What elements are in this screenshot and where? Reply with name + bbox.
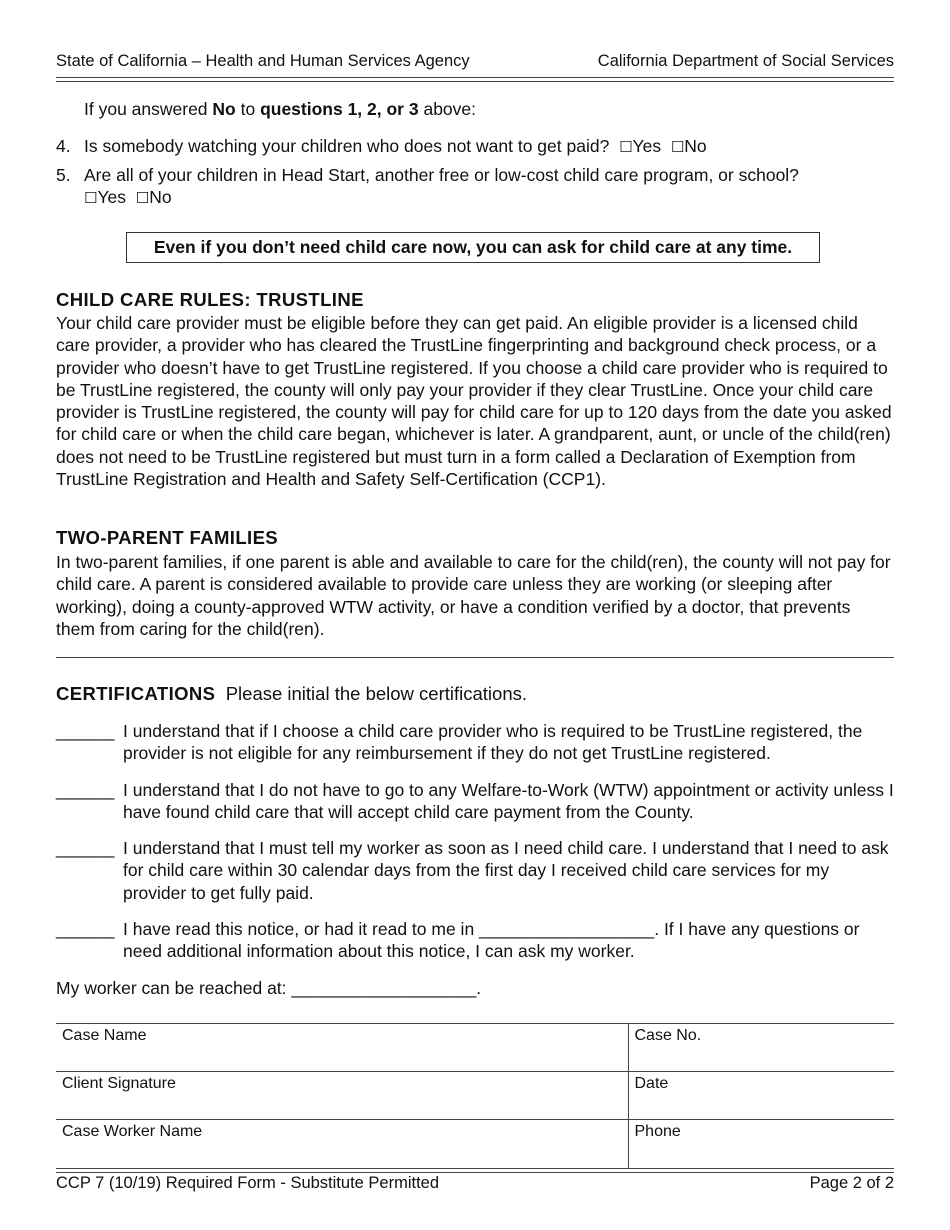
- yes-label: Yes: [97, 187, 127, 208]
- table-row: [56, 1120, 894, 1169]
- intro-middle: to: [235, 99, 261, 119]
- case-name-field[interactable]: Case Name: [56, 1024, 628, 1072]
- no-checkbox[interactable]: ☐: [670, 138, 685, 156]
- header-agency: State of California – Health and Human Services Agency: [56, 52, 470, 70]
- yes-checkbox[interactable]: ☐: [84, 189, 98, 208]
- footer-divider: [56, 1168, 894, 1173]
- no-checkbox[interactable]: ☐: [135, 189, 150, 208]
- table-row: [56, 1024, 894, 1072]
- certification-text: I understand that if I choose a child care provider who is required to be TrustLine registered, the provider is not eligible for any reimbursement if they do not get TrustLine registered.: [123, 721, 863, 764]
- page-number: Page 2 of 2: [809, 1174, 894, 1192]
- yes-checkbox[interactable]: ☐: [619, 138, 633, 156]
- certification-item: [56, 720, 894, 765]
- question-4: [56, 135, 894, 158]
- table-row: [56, 1072, 894, 1120]
- intro-line: [84, 98, 476, 120]
- case-worker-name-field[interactable]: Case Worker Name: [56, 1120, 628, 1169]
- certification-text: I understand that I do not have to go to any Welfare-to-Work (WTW) appointment or activity unless I have found child care that will accept child care payment from the County.: [123, 780, 894, 823]
- two-parent-paragraph: In two-parent families, if one parent is able and available to care for the child(ren), the county will not pay for child care. A parent is considered available to provide care unless they are working (or sleeping after working), doing a county-approved WTW activity, or have a condition verified by a doctor, that prevents them from caring for the child(ren).: [56, 552, 891, 639]
- two-parent-heading: TWO-PARENT FAMILIES: [56, 527, 279, 548]
- form-number: CCP 7 (10/19) Required Form - Substitute Permitted: [56, 1174, 440, 1192]
- section-divider: [56, 657, 894, 658]
- no-label: No: [684, 136, 707, 156]
- certification-text: I understand that I must tell my worker as soon as I need child care. I understand that I need to ask for child care within 30 calendar days from the first day I received child care services for my provider to get fully paid.: [123, 838, 889, 903]
- no-label: No: [149, 187, 172, 208]
- form-page: [56, 0, 894, 1230]
- certification-item: [56, 837, 894, 904]
- yes-label: Yes: [632, 136, 662, 156]
- header-divider: [56, 77, 894, 82]
- certification-text: I have read this notice, or had it read to me in __________________. If I have any questions or need additional information about this notice, I can ask my worker.: [123, 919, 860, 962]
- initial-blank[interactable]: ______: [56, 721, 115, 741]
- client-signature-field[interactable]: Client Signature: [56, 1072, 628, 1120]
- certification-item: [56, 918, 894, 963]
- intro-prefix: If you answered: [84, 99, 213, 119]
- certifications-heading: [56, 683, 527, 705]
- signature-table: [56, 1023, 894, 1169]
- notice-box: Even if you don’t need child care now, you can ask for child care at any time.: [126, 232, 820, 263]
- question-text: Is somebody watching your children who does not want to get paid?: [84, 136, 610, 156]
- header-department: California Department of Social Services: [597, 52, 894, 70]
- case-number-field[interactable]: Case No.: [628, 1024, 894, 1072]
- certifications-title: CERTIFICATIONS: [56, 683, 216, 704]
- trustline-paragraph: Your child care provider must be eligible before they can get paid. An eligible provider is a licensed child care provider, a provider who has cleared the TrustLine fingerprinting and background check process, or a provider who doesn’t have to get TrustLine registered. If you choose a child care provider who is required to be TrustLine registered, the county will only pay your provider if they clear TrustLine. Once your child care provider is TrustLine registered, the county will pay for child care for up to 120 days from the date you asked for child care or when the child care began, whichever is later. A grandparent, aunt, or uncle of the child(ren) does not need to be TrustLine registered but must turn in a form called a Declaration of Exemption from TrustLine Registration and Health and Safety Self-Certification (CCP1).: [56, 313, 892, 490]
- phone-field[interactable]: Phone: [628, 1120, 894, 1169]
- worker-contact-line[interactable]: My worker can be reached at: ___________________.: [56, 978, 482, 998]
- initial-blank[interactable]: ______: [56, 838, 115, 858]
- intro-bold-questions: questions 1, 2, or 3: [260, 99, 419, 119]
- question-text: Are all of your children in Head Start, another free or low-cost child care program, or school?: [84, 165, 799, 185]
- initial-blank[interactable]: ______: [56, 780, 115, 800]
- intro-suffix: above:: [418, 99, 476, 119]
- question-number: 4.: [56, 136, 71, 156]
- certification-item: [56, 779, 894, 824]
- intro-bold-no: No: [212, 99, 236, 119]
- initial-blank[interactable]: ______: [56, 919, 115, 939]
- trustline-heading: CHILD CARE RULES: TRUSTLINE: [56, 289, 364, 310]
- question-number: 5.: [56, 165, 71, 185]
- certifications-instruction: Please initial the below certifications.: [225, 683, 527, 704]
- page-header: [56, 52, 894, 74]
- question-5: [56, 164, 894, 210]
- date-field[interactable]: Date: [628, 1072, 894, 1120]
